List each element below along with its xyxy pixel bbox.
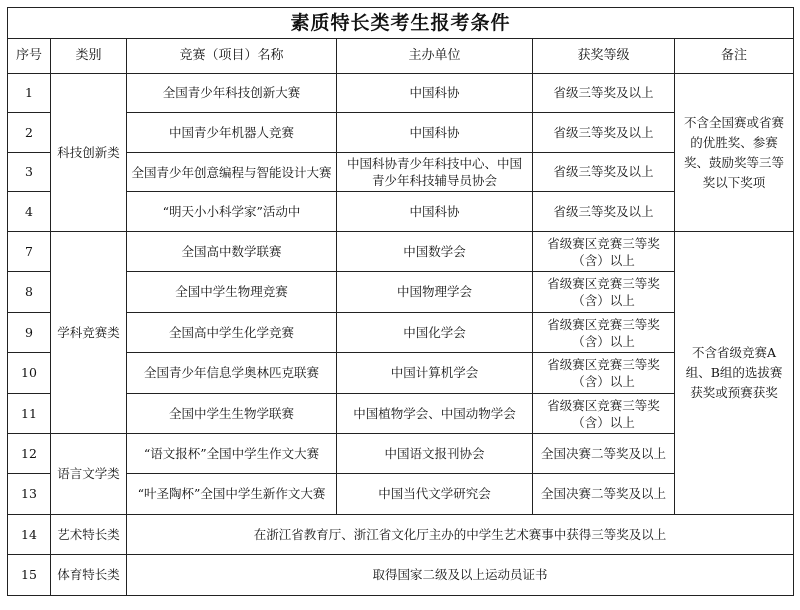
- table-row: [8, 232, 794, 272]
- row-no: 7: [8, 232, 51, 272]
- organizer: 中国语文报刊协会: [337, 434, 533, 474]
- competition-name: 全国青少年创意编程与智能设计大赛: [127, 153, 337, 192]
- competition-name: 中国青少年机器人竞赛: [127, 113, 337, 153]
- art-requirement: 在浙江省教育厅、浙江省文化厅主办的中学生艺术赛事中获得三等奖及以上: [127, 515, 794, 555]
- organizer: 中国科协: [337, 74, 533, 113]
- organizer: 中国物理学会: [337, 272, 533, 313]
- table-row: [8, 555, 794, 596]
- award-level: 省级三等奖及以上: [533, 74, 675, 113]
- row-no: 8: [8, 272, 51, 313]
- row-no: 14: [8, 515, 51, 555]
- organizer: 中国植物学会、中国动物学会: [337, 394, 533, 434]
- category-art: 艺术特长类: [51, 515, 127, 555]
- award-level: 省级赛区竞赛三等奖（含）以上: [533, 313, 675, 353]
- organizer: 中国科协: [337, 192, 533, 232]
- award-level: 省级三等奖及以上: [533, 192, 675, 232]
- row-no: 4: [8, 192, 51, 232]
- header-competition: 竞赛（项目）名称: [127, 39, 337, 74]
- competition-name: 全国青少年信息学奥林匹克联赛: [127, 353, 337, 394]
- row-no: 15: [8, 555, 51, 596]
- header-category: 类别: [51, 39, 127, 74]
- organizer: 中国科协青少年科技中心、中国青少年科技辅导员协会: [337, 153, 533, 192]
- award-level: 省级赛区竞赛三等奖（含）以上: [533, 353, 675, 394]
- header-award: 获奖等级: [533, 39, 675, 74]
- award-level: 全国决赛二等奖及以上: [533, 474, 675, 515]
- competition-name: 全国中学生物理竞赛: [127, 272, 337, 313]
- table-row: [8, 74, 794, 113]
- competition-name: “语文报杯”全国中学生作文大赛: [127, 434, 337, 474]
- sports-requirement: 取得国家二级及以上运动员证书: [127, 555, 794, 596]
- award-level: 省级赛区竞赛三等奖（含）以上: [533, 394, 675, 434]
- row-no: 11: [8, 394, 51, 434]
- row-no: 3: [8, 153, 51, 192]
- category-sci-tech: 科技创新类: [51, 74, 127, 232]
- organizer: 中国化学会: [337, 313, 533, 353]
- requirements-table-wrapper: [7, 7, 793, 596]
- competition-name: 全国高中学生化学竞赛: [127, 313, 337, 353]
- requirements-table: [7, 7, 794, 596]
- organizer: 中国当代文学研究会: [337, 474, 533, 515]
- row-no: 13: [8, 474, 51, 515]
- competition-name: “叶圣陶杯”全国中学生新作文大赛: [127, 474, 337, 515]
- competition-name: 全国中学生生物学联赛: [127, 394, 337, 434]
- table-title: 素质特长类考生报考条件: [8, 8, 794, 39]
- remark-subject: 不含省级竞赛A组、B组的选拔赛获奖或预赛获奖: [675, 232, 794, 515]
- row-no: 10: [8, 353, 51, 394]
- organizer: 中国计算机学会: [337, 353, 533, 394]
- header-organizer: 主办单位: [337, 39, 533, 74]
- organizer: 中国数学会: [337, 232, 533, 272]
- row-no: 9: [8, 313, 51, 353]
- category-sports: 体育特长类: [51, 555, 127, 596]
- header-no: 序号: [8, 39, 51, 74]
- award-level: 全国决赛二等奖及以上: [533, 434, 675, 474]
- row-no: 1: [8, 74, 51, 113]
- remark-sci-tech: 不含全国赛或省赛的优胜奖、参赛奖、鼓励奖等三等奖以下奖项: [675, 74, 794, 232]
- award-level: 省级赛区竞赛三等奖（含）以上: [533, 232, 675, 272]
- row-no: 2: [8, 113, 51, 153]
- category-subject: 学科竞赛类: [51, 232, 127, 434]
- competition-name: 全国青少年科技创新大赛: [127, 74, 337, 113]
- row-no: 12: [8, 434, 51, 474]
- category-language: 语言文学类: [51, 434, 127, 515]
- award-level: 省级赛区竞赛三等奖（含）以上: [533, 272, 675, 313]
- competition-name: “明天小小科学家”活动中: [127, 192, 337, 232]
- organizer: 中国科协: [337, 113, 533, 153]
- competition-name: 全国高中数学联赛: [127, 232, 337, 272]
- award-level: 省级三等奖及以上: [533, 113, 675, 153]
- table-row: [8, 515, 794, 555]
- header-row: [8, 39, 794, 74]
- award-level: 省级三等奖及以上: [533, 153, 675, 192]
- header-remark: 备注: [675, 39, 794, 74]
